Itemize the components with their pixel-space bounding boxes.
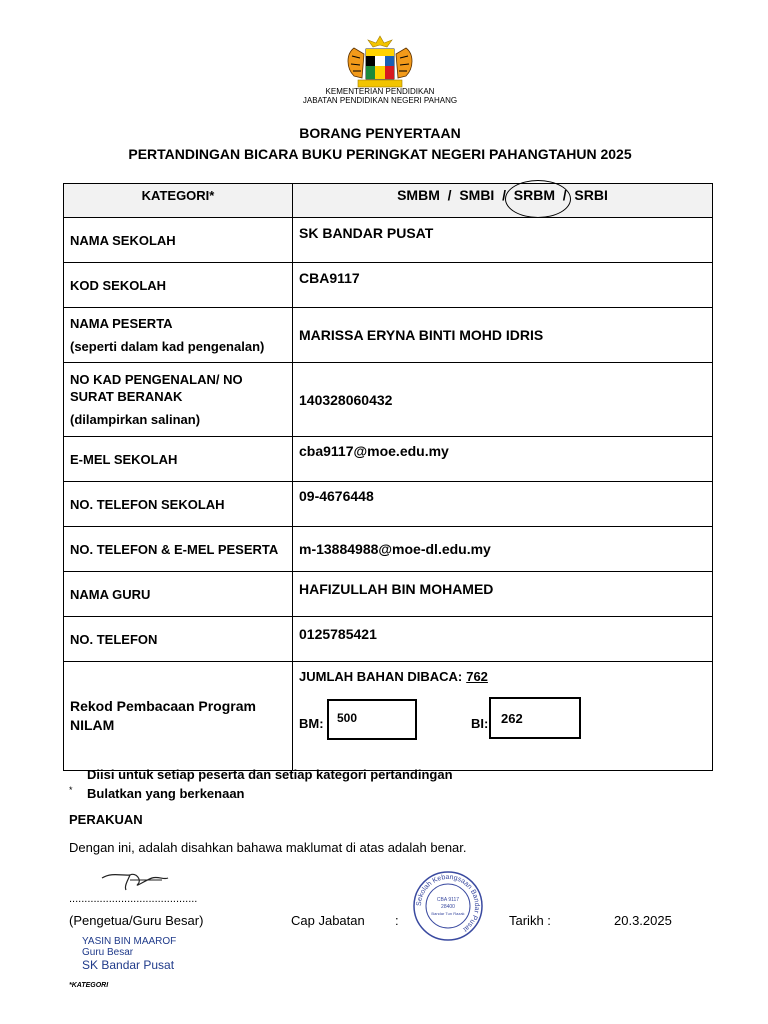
stamp-colon: : <box>395 913 399 928</box>
field-label: NO. TELEFON & E-MEL PESERTA <box>64 527 293 572</box>
note-marker: * <box>69 785 73 795</box>
ministry-name: KEMENTERIAN PENDIDIKAN <box>325 87 435 96</box>
date-label: Tarikh : <box>509 913 551 928</box>
table-row <box>64 482 713 527</box>
teacher-name-value: HAFIZULLAH BIN MOHAMED <box>293 572 713 617</box>
category-options: SMBM / SMBI / SRBM / SRBI <box>293 184 713 218</box>
bi-value-box: 262 <box>489 697 581 739</box>
stamp-school-name: SK Bandar Pusat <box>82 958 175 972</box>
bm-label: BM: <box>299 716 324 731</box>
category-label: KATEGORI* <box>64 184 293 218</box>
entry-form-table <box>63 183 713 771</box>
school-name-value: SK BANDAR PUSAT <box>293 218 713 263</box>
note-fill-instruction: Diisi untuk setiap peserta dan setiap kategori pertandingan <box>87 767 453 782</box>
svg-text:CBA 9117: CBA 9117 <box>436 897 460 903</box>
bm-value-box: 500 <box>327 699 417 740</box>
table-row <box>64 363 713 437</box>
signatory-role: (Pengetua/Guru Besar) <box>69 913 204 928</box>
school-code-value: CBA9117 <box>293 263 713 308</box>
reading-record-cell <box>293 662 713 771</box>
table-row <box>64 308 713 363</box>
total-read-label: JUMLAH BAHAN DIBACA: <box>299 669 463 684</box>
crest-logo <box>340 34 420 90</box>
category-row <box>64 184 713 218</box>
field-label: E-MEL SEKOLAH <box>64 437 293 482</box>
field-label-sub: (dilampirkan salinan) <box>70 412 201 427</box>
signature-image <box>100 866 170 894</box>
field-label: NO. TELEFON <box>64 617 293 662</box>
selected-category-circle <box>505 180 571 218</box>
school-seal <box>412 870 484 942</box>
field-label-main: NO KAD PENGENALAN/ NO SURAT BERANAK <box>70 372 243 404</box>
ic-number-value: 140328060432 <box>293 363 713 437</box>
seal-ring-text: Sekolah Kebangsaan Bandar Pusat <box>415 873 481 933</box>
school-email-value: cba9117@moe.edu.my <box>293 437 713 482</box>
department-name: JABATAN PENDIDIKAN NEGERI PAHANG <box>302 96 458 105</box>
table-row <box>64 527 713 572</box>
signature-line: .......................................... <box>69 893 198 905</box>
stamp-official-title: Guru Besar <box>82 947 134 958</box>
participant-contact-value: m-13884988@moe-dl.edu.my <box>293 527 713 572</box>
table-row <box>64 437 713 482</box>
field-label: NAMA SEKOLAH <box>64 218 293 263</box>
category-footnote: *KATEGORI <box>69 982 109 989</box>
svg-text:Bandar Tun Razak: Bandar Tun Razak <box>431 911 465 916</box>
field-label <box>64 308 293 363</box>
table-row <box>64 263 713 308</box>
field-label-sub: (seperti dalam kad pengenalan) <box>70 339 265 354</box>
table-row <box>64 617 713 662</box>
table-row <box>64 218 713 263</box>
field-label-main: NAMA PESERTA <box>70 316 173 331</box>
declaration-text: Dengan ini, adalah disahkan bahawa maklumat di atas adalah benar. <box>69 840 467 855</box>
svg-text:28400: 28400 <box>441 904 455 910</box>
official-name-stamp <box>82 936 176 972</box>
school-phone-value: 09-4676448 <box>293 482 713 527</box>
bi-label: BI: <box>471 716 489 731</box>
teacher-phone-value: 0125785421 <box>293 617 713 662</box>
declaration-heading: PERAKUAN <box>69 812 143 827</box>
field-label: NAMA GURU <box>64 572 293 617</box>
form-title: BORANG PENYERTAAN <box>299 125 461 141</box>
field-label: NO. TELEFON SEKOLAH <box>64 482 293 527</box>
table-row <box>64 572 713 617</box>
competition-title: PERTANDINGAN BICARA BUKU PERINGKAT NEGERI PAHANGTAHUN 2025 <box>128 146 632 162</box>
note-circle-instruction: Bulatkan yang berkenaan <box>87 786 245 801</box>
total-read <box>299 669 488 684</box>
stamp-official-name: YASIN BIN MAAROF <box>82 936 177 947</box>
reading-record-label: Rekod Pembacaan Program NILAM <box>64 662 293 771</box>
field-label: KOD SEKOLAH <box>64 263 293 308</box>
total-read-value: 762 <box>466 669 488 684</box>
reading-record-row <box>64 662 713 771</box>
field-label <box>64 363 293 437</box>
participant-name-value: MARISSA ERYNA BINTI MOHD IDRIS <box>293 308 713 363</box>
ministry-heading <box>300 87 460 105</box>
date-value: 20.3.2025 <box>614 913 672 928</box>
stamp-label: Cap Jabatan <box>291 913 365 928</box>
